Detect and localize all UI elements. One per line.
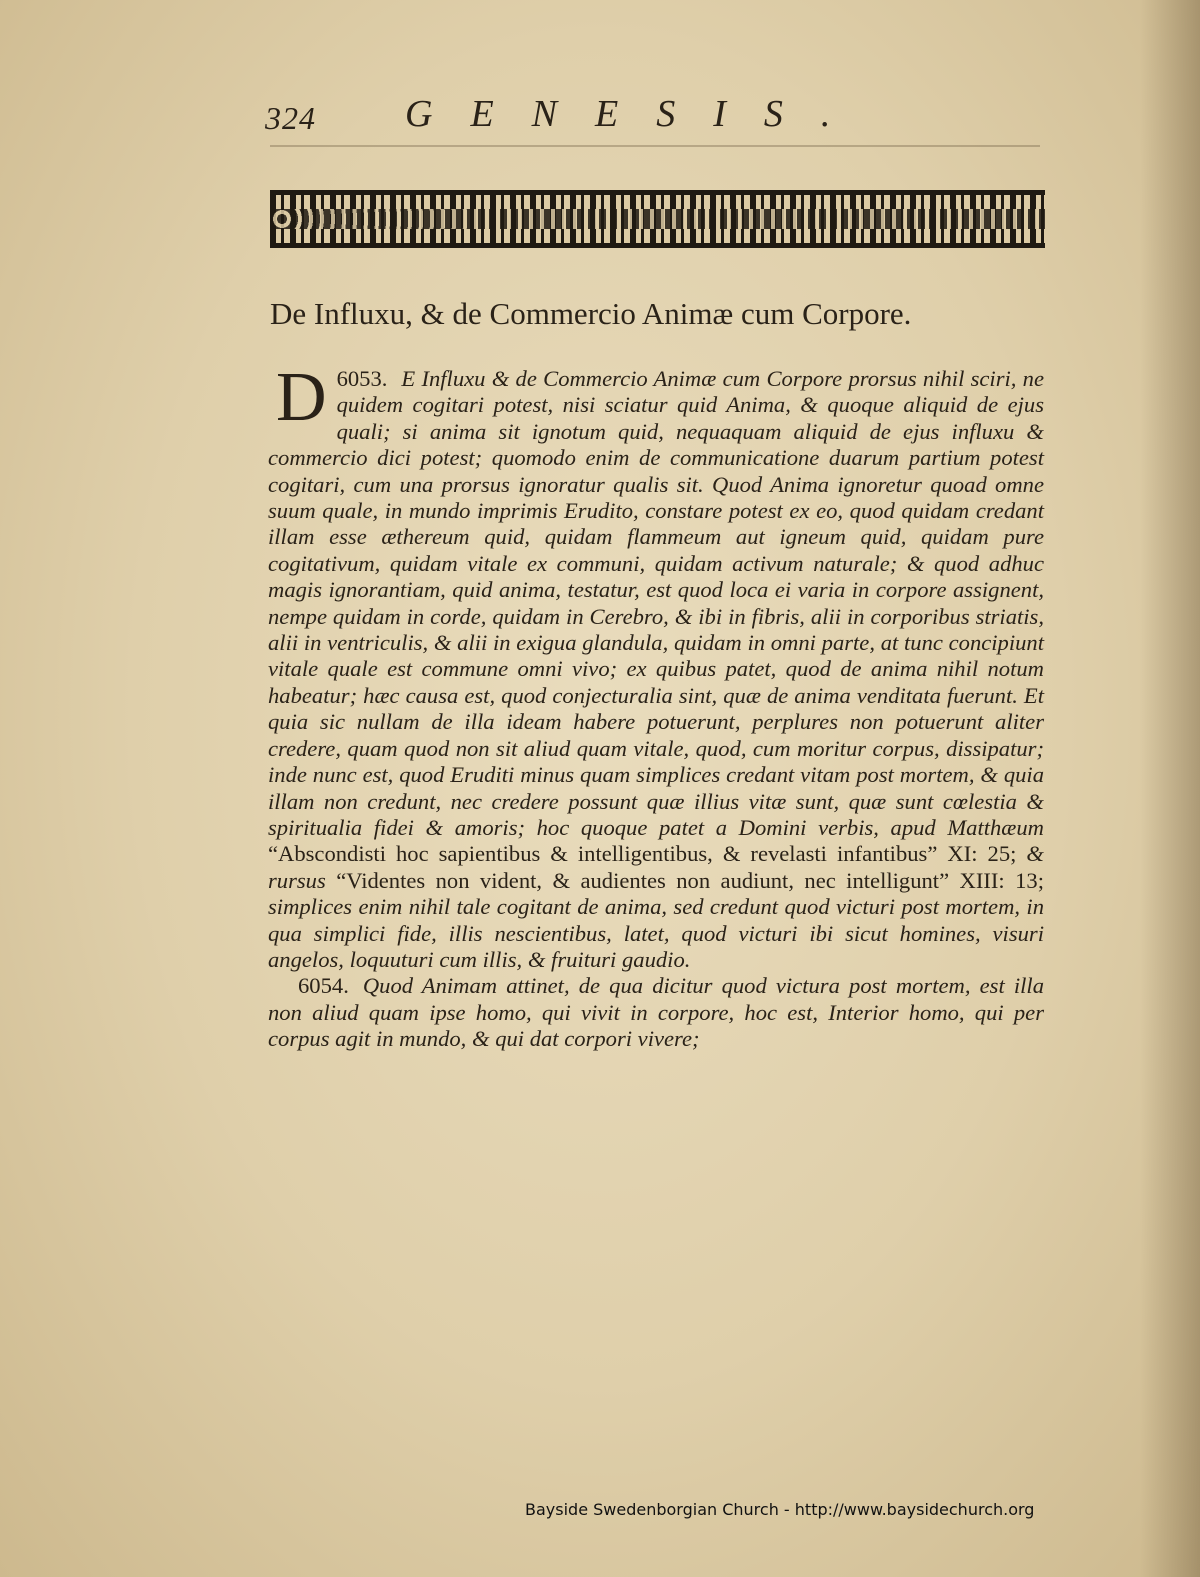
running-title: GENESIS. <box>405 93 869 135</box>
paragraph-number: 6053. <box>336 366 388 391</box>
paragraph-6053 <box>268 359 1044 973</box>
footer-credit: Bayside Swedenborgian Church - http://www.baysidechurch.org <box>525 1500 1035 1519</box>
paragraph-6054 <box>268 973 1044 1052</box>
paragraph-text-tail: simplices enim nihil tale cogitant de anima, sed credunt quod victuri post mortem, in qua simplici fide, illis nescientibus, latet, quod victuri ibi sicut homines, visuri angelos, loquuturi cum illis, & fruituri gaudio. <box>268 894 1044 972</box>
connective-text: & rursus <box>268 841 1044 893</box>
paragraph-text: Quod Animam attinet, de qua dicitur quod victura post mortem, est illa non aliud quam ipse homo, qui vivit in corpore, hoc est, Interior homo, qui per corpus agit in mundo, & qui dat corpori vivere; <box>268 973 1044 1052</box>
quotation: “Abscondisti hoc sapientibus & intelligentibus, & revelasti infantibus” <box>268 841 938 867</box>
paragraph-number: 6054. <box>298 973 349 999</box>
section-title: De Influxu, & de Commercio Animæ cum Corpore. <box>270 296 912 331</box>
page-binding-shadow <box>1140 0 1200 1577</box>
decorative-ornament-band <box>270 190 1045 248</box>
body-text <box>268 359 1044 1053</box>
page-header <box>265 92 1045 152</box>
paragraph-text: E Influxu & de Commercio Animæ cum Corpore prorsus nihil sciri, ne quidem cogitari potest, nisi sciatur quid Anima, & quoque aliquid de ejus quali; si anima sit ignotum quid, nequaquam aliquid de ejus influxu & commercio dici potest; quomodo enim de communicatione duarum partium potest cogitari, cum una prorsus ignoratur qualis sit. Quod Anima ignoretur quoad omne suum quale, in mundo imprimis Erudito, constare potest ex eo, quod quidam credant illam esse æthereum quid, quidam flammeum aut igneum quid, quidam pure cogitativum, quidam vitale ex communi, quidam activum naturale; & quod adhuc magis ignorantiam, quid anima, testatur, est quod loca ei varia in corpore assignent, nempe quidam in corde, quidam in Cerebro, & ibi in fibris, alii in corporibus striatis, alii in ventriculis, & alii in exigua glandula, quidam in omni parte, at tunc concipiunt vitale quale est commune omni vivo; ex quibus patet, quod de anima nihil notum habeatur; hæc causa est, quod conjecturalia sint, quæ de anima venditata fuerunt. Et quia sic nullam de illa ideam habere potuerunt, perplures non potuerunt aliter credere, quam quod non sit aliud quam vitale, quod, cum moritur corpus, dissipatur; inde nunc est, quod Eruditi minus quam simplices credant vitam post mortem, & quia illam non credunt, nec credere possunt quæ illius vitæ sunt, quæ sunt cœlestia & spiritualia fidei & amoris; hoc quoque patet a Domini verbis, apud Matthæum <box>268 366 1044 840</box>
scripture-reference: XI: 25; <box>947 841 1017 867</box>
quotation: “Videntes non vident, & audientes non audiunt, nec intelligunt” <box>336 867 950 893</box>
drop-cap: D <box>276 359 327 436</box>
scripture-reference: XIII: 13; <box>959 867 1044 893</box>
page-number: 324 <box>265 100 316 136</box>
header-rule <box>270 145 1040 147</box>
